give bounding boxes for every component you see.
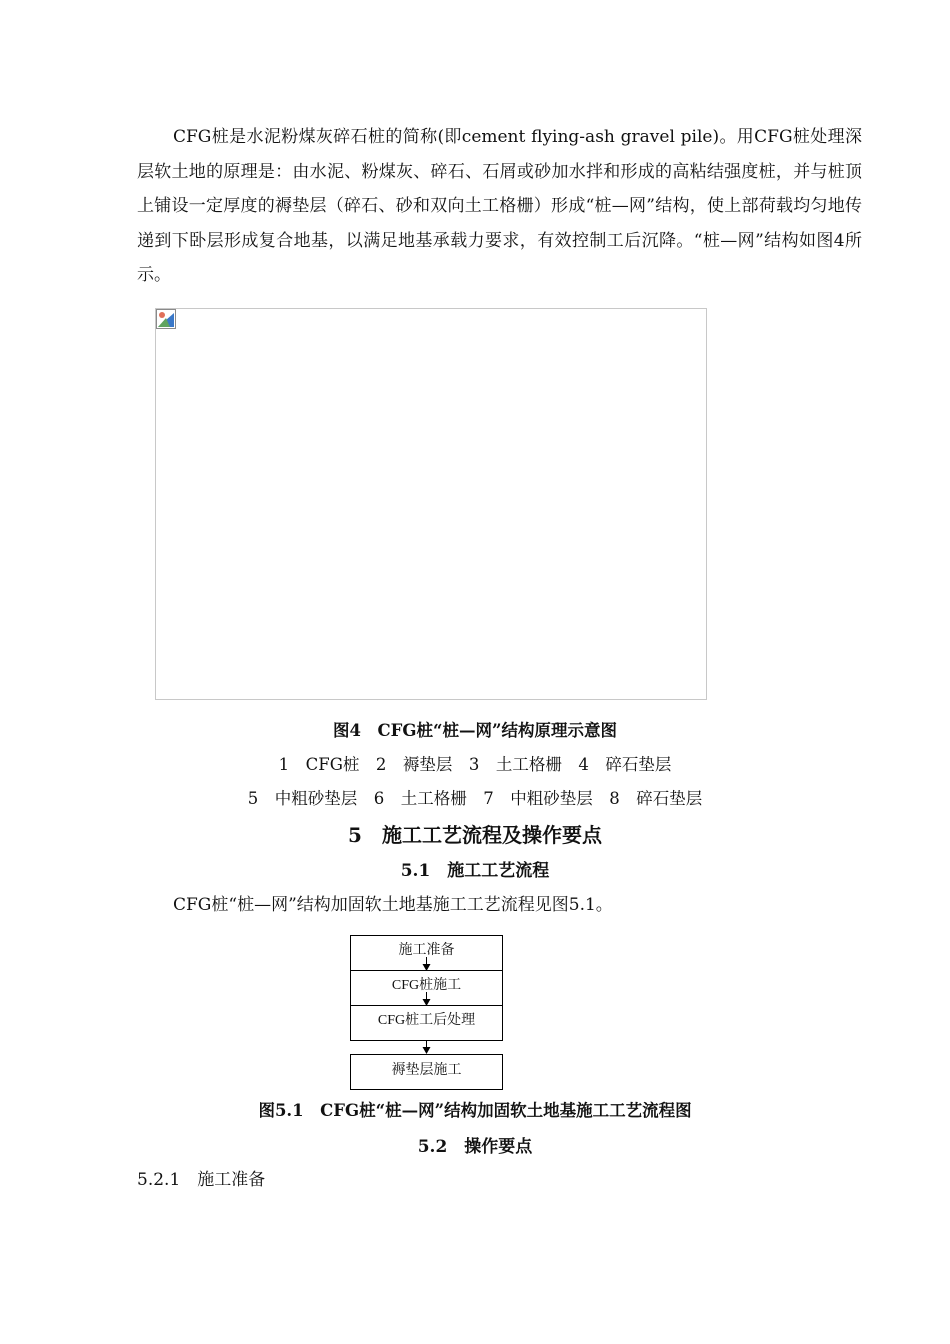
section-5-heading: 5 施工工艺流程及操作要点 [348,823,602,847]
figure-5-1-caption: 图5.1 CFG桩“桩—网”结构加固软土地基施工工艺流程图 [258,1101,692,1120]
section-5-2-1-heading: 5.2.1 施工准备 [137,1170,266,1190]
figure-4-legend-line1: 1 CFG桩 2 褥垫层 3 土工格栅 4 碎石垫层 [278,755,672,774]
section-5-2-heading: 5.2 操作要点 [417,1137,533,1157]
arrow-down-icon [423,1041,431,1054]
intro-paragraph: CFG桩是水泥粉煤灰碎石桩的简称(即cement flying-ash gravel pile)。用CFG桩处理深层软土地的原理是：由水泥、粉煤灰、碎石、石屑或砂加水拌和形成的高粘结强度桩，并与桩顶上铺设一定厚度的褥垫层（碎石、砂和双向土工格栅）形成“桩—网”结构，使上部荷载均匀地传递到下卧层形成复合地基，以满足地基承载力要求，有效控制工后沉降。“桩—网”结构如图4所示。 [137,127,862,285]
section-5-1-heading: 5.1 施工工艺流程 [400,861,550,881]
flowchart-main-box [350,935,503,1041]
figure-4-caption: 图4 CFG桩“桩—网”结构原理示意图 [333,721,617,740]
section-5-1-text: CFG桩“桩—网”结构加固软土地基施工工艺流程见图5.1。 [173,895,613,915]
flow-step-cushion-construction: 褥垫层施工 [350,1054,503,1090]
figure-4-legend-line2: 5 中粗砂垫层 6 土工格栅 7 中粗砂垫层 8 碎石垫层 [247,789,703,808]
flow-step-cfg-pile-construction: CFG桩施工 [351,971,502,1006]
broken-image-icon [156,309,176,329]
flow-step-cfg-post-treatment: CFG桩工后处理 [377,1013,476,1028]
flow-step-preparation: 施工准备 [351,936,502,971]
figure-4-image-placeholder [155,308,707,700]
